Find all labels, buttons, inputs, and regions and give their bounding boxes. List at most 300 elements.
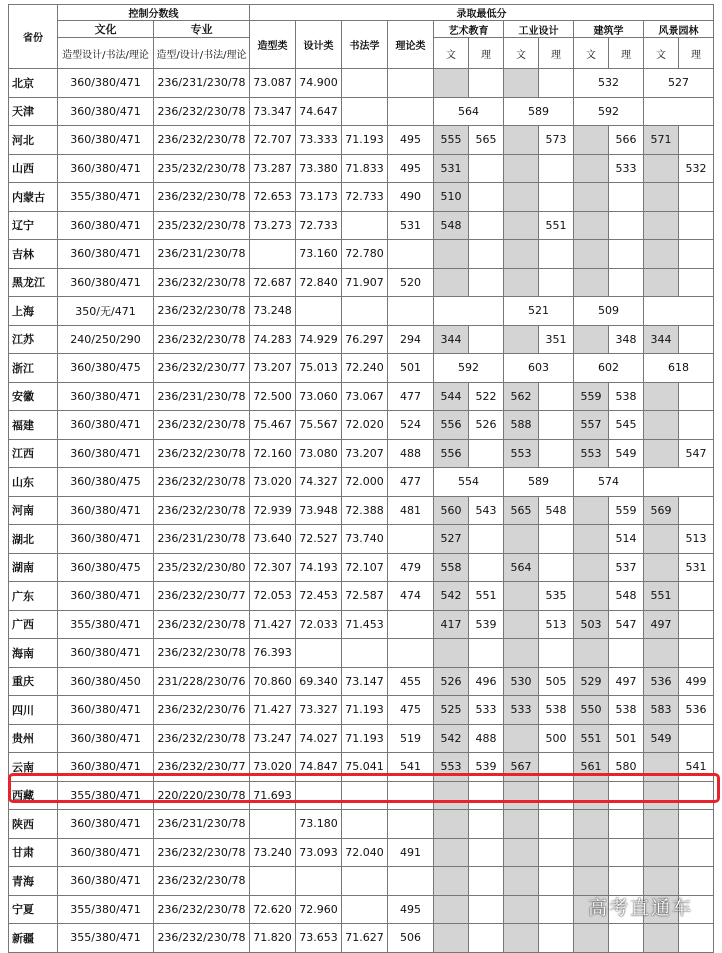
- lilun-cell: [388, 97, 434, 126]
- shufa-cell: 72.107: [342, 553, 388, 582]
- fengjing-li-cell: [679, 924, 714, 953]
- shufa-cell: 71.453: [342, 610, 388, 639]
- jianzhu-merged-cell: 532: [574, 69, 644, 98]
- province-cell: 河北: [9, 126, 58, 155]
- yishu-li-cell: 565: [469, 126, 504, 155]
- yishu-wen-cell: 556: [434, 439, 469, 468]
- gongye-wen-cell: [504, 867, 539, 896]
- yishu-li-cell: [469, 639, 504, 668]
- zaoxing-cell: 73.287: [250, 154, 296, 183]
- sheji-cell: 75.013: [296, 354, 342, 383]
- zaoxing-cell: 73.347: [250, 97, 296, 126]
- header-yishu-li: 理: [469, 38, 504, 69]
- lilun-cell: 474: [388, 582, 434, 611]
- gongye-li-cell: 513: [539, 610, 574, 639]
- lilun-cell: 495: [388, 895, 434, 924]
- shufa-cell: 72.000: [342, 468, 388, 497]
- header-zaoxing: 造型类: [250, 21, 296, 69]
- fengjing-li-cell: [679, 867, 714, 896]
- zaoxing-cell: 74.283: [250, 325, 296, 354]
- jianzhu-wen-cell: 561: [574, 753, 609, 782]
- gongye-li-cell: [539, 553, 574, 582]
- jianzhu-wen-cell: [574, 810, 609, 839]
- yishu-merged-cell: 564: [434, 97, 504, 126]
- wenhua-line-cell: 360/380/471: [58, 439, 154, 468]
- gongye-merged-cell: 589: [504, 468, 574, 497]
- sheji-cell: [296, 867, 342, 896]
- lilun-cell: 491: [388, 838, 434, 867]
- shufa-cell: 73.067: [342, 382, 388, 411]
- lilun-cell: 488: [388, 439, 434, 468]
- zaoxing-cell: 72.307: [250, 553, 296, 582]
- lilun-cell: [388, 610, 434, 639]
- yishu-wen-cell: 526: [434, 667, 469, 696]
- jianzhu-li-cell: 566: [609, 126, 644, 155]
- gongye-wen-cell: [504, 126, 539, 155]
- wenhua-line-cell: 355/380/471: [58, 895, 154, 924]
- jianzhu-li-cell: 547: [609, 610, 644, 639]
- table-row: [9, 696, 714, 725]
- wenhua-line-cell: 360/380/471: [58, 496, 154, 525]
- sheji-cell: 69.340: [296, 667, 342, 696]
- yishu-li-cell: 526: [469, 411, 504, 440]
- province-cell: 天津: [9, 97, 58, 126]
- sheji-cell: 74.847: [296, 753, 342, 782]
- fengjing-wen-cell: [644, 639, 679, 668]
- fengjing-wen-cell: 551: [644, 582, 679, 611]
- shufa-cell: [342, 810, 388, 839]
- zaoxing-cell: 71.693: [250, 781, 296, 810]
- zhuanye-line-cell: 236/232/230/78: [154, 639, 250, 668]
- gongye-wen-cell: 553: [504, 439, 539, 468]
- yishu-li-cell: [469, 924, 504, 953]
- province-cell: 广西: [9, 610, 58, 639]
- wenhua-line-cell: 360/380/471: [58, 639, 154, 668]
- gongye-li-cell: [539, 268, 574, 297]
- jianzhu-merged-cell: 509: [574, 297, 644, 326]
- fengjing-wen-cell: [644, 838, 679, 867]
- table-row: [9, 411, 714, 440]
- jianzhu-li-cell: [609, 838, 644, 867]
- zaoxing-cell: 73.240: [250, 838, 296, 867]
- fengjing-li-cell: 513: [679, 525, 714, 554]
- province-cell: 广东: [9, 582, 58, 611]
- table-row: [9, 183, 714, 212]
- wenhua-line-cell: 355/380/471: [58, 610, 154, 639]
- province-cell: 江苏: [9, 325, 58, 354]
- fengjing-wen-cell: [644, 439, 679, 468]
- fengjing-li-cell: [679, 639, 714, 668]
- fengjing-wen-cell: 536: [644, 667, 679, 696]
- yishu-wen-cell: 344: [434, 325, 469, 354]
- jianzhu-li-cell: [609, 211, 644, 240]
- jianzhu-li-cell: [609, 867, 644, 896]
- yishu-li-cell: [469, 439, 504, 468]
- yishu-wen-cell: 560: [434, 496, 469, 525]
- jianzhu-wen-cell: [574, 639, 609, 668]
- gongye-li-cell: [539, 183, 574, 212]
- zhuanye-line-cell: 236/232/230/78: [154, 268, 250, 297]
- yishu-li-cell: [469, 553, 504, 582]
- lilun-cell: 475: [388, 696, 434, 725]
- table-row: [9, 439, 714, 468]
- watermark: 高考直通车: [588, 897, 694, 919]
- gongye-li-cell: [539, 867, 574, 896]
- fengjing-li-cell: 536: [679, 696, 714, 725]
- fengjing-wen-cell: [644, 525, 679, 554]
- jianzhu-wen-cell: [574, 496, 609, 525]
- zhuanye-line-cell: 220/220/230/78: [154, 781, 250, 810]
- jianzhu-li-cell: [609, 639, 644, 668]
- gongye-wen-cell: 565: [504, 496, 539, 525]
- zaoxing-cell: 72.160: [250, 439, 296, 468]
- shufa-cell: [342, 69, 388, 98]
- zaoxing-cell: [250, 810, 296, 839]
- header-sheji: 设计类: [296, 21, 342, 69]
- wenhua-line-cell: 360/380/450: [58, 667, 154, 696]
- jianzhu-wen-cell: [574, 838, 609, 867]
- yishu-wen-cell: [434, 69, 469, 98]
- province-cell: 甘肃: [9, 838, 58, 867]
- yishu-li-cell: 496: [469, 667, 504, 696]
- shufa-cell: [342, 895, 388, 924]
- jianzhu-li-cell: 514: [609, 525, 644, 554]
- fengjing-li-cell: [679, 838, 714, 867]
- jianzhu-wen-cell: 503: [574, 610, 609, 639]
- fengjing-wen-cell: 497: [644, 610, 679, 639]
- wenhua-line-cell: 360/380/475: [58, 468, 154, 497]
- zhuanye-line-cell: 235/232/230/78: [154, 154, 250, 183]
- table-row: [9, 553, 714, 582]
- table-row: [9, 582, 714, 611]
- lilun-cell: 481: [388, 496, 434, 525]
- score-table-body: [9, 69, 714, 953]
- jianzhu-li-cell: [609, 183, 644, 212]
- shufa-cell: [342, 867, 388, 896]
- province-cell: 福建: [9, 411, 58, 440]
- gongye-wen-cell: 567: [504, 753, 539, 782]
- sheji-cell: 74.647: [296, 97, 342, 126]
- sheji-cell: 74.027: [296, 724, 342, 753]
- zaoxing-cell: 71.820: [250, 924, 296, 953]
- gongye-wen-cell: 530: [504, 667, 539, 696]
- sheji-cell: 73.060: [296, 382, 342, 411]
- province-cell: 新疆: [9, 924, 58, 953]
- yishu-wen-cell: 555: [434, 126, 469, 155]
- gongye-merged-cell: 603: [504, 354, 574, 383]
- jianzhu-wen-cell: [574, 924, 609, 953]
- header-wenhua-sub: 造型设计/书法/理论: [58, 38, 154, 69]
- province-cell: 重庆: [9, 667, 58, 696]
- gongye-wen-cell: [504, 924, 539, 953]
- zaoxing-cell: 72.687: [250, 268, 296, 297]
- zhuanye-line-cell: 236/232/230/78: [154, 496, 250, 525]
- jianzhu-li-cell: 548: [609, 582, 644, 611]
- table-row: [9, 667, 714, 696]
- shufa-cell: [342, 639, 388, 668]
- shufa-cell: 71.627: [342, 924, 388, 953]
- zhuanye-line-cell: 236/232/230/78: [154, 895, 250, 924]
- lilun-cell: [388, 639, 434, 668]
- gongye-wen-cell: [504, 268, 539, 297]
- yishu-li-cell: 533: [469, 696, 504, 725]
- shufa-cell: 72.733: [342, 183, 388, 212]
- jianzhu-wen-cell: 559: [574, 382, 609, 411]
- zhuanye-line-cell: 236/232/230/78: [154, 724, 250, 753]
- gongye-li-cell: 500: [539, 724, 574, 753]
- zaoxing-cell: 72.620: [250, 895, 296, 924]
- shufa-cell: 72.587: [342, 582, 388, 611]
- fengjing-li-cell: 547: [679, 439, 714, 468]
- wenhua-line-cell: 360/380/471: [58, 724, 154, 753]
- shufa-cell: 73.740: [342, 525, 388, 554]
- jianzhu-li-cell: 497: [609, 667, 644, 696]
- jianzhu-wen-cell: [574, 867, 609, 896]
- header-yishu: 艺术教育: [434, 21, 504, 38]
- zhuanye-line-cell: 235/232/230/78: [154, 211, 250, 240]
- gongye-li-cell: 538: [539, 696, 574, 725]
- wenhua-line-cell: 355/380/471: [58, 781, 154, 810]
- gongye-wen-cell: [504, 183, 539, 212]
- wenhua-line-cell: 360/380/471: [58, 867, 154, 896]
- gongye-li-cell: [539, 439, 574, 468]
- zhuanye-line-cell: 236/232/230/77: [154, 354, 250, 383]
- yishu-wen-cell: 542: [434, 724, 469, 753]
- sheji-cell: 75.567: [296, 411, 342, 440]
- jianzhu-wen-cell: [574, 325, 609, 354]
- yishu-li-cell: [469, 240, 504, 269]
- jianzhu-li-cell: 538: [609, 696, 644, 725]
- fengjing-li-cell: 531: [679, 553, 714, 582]
- jianzhu-wen-cell: [574, 126, 609, 155]
- yishu-wen-cell: 510: [434, 183, 469, 212]
- zaoxing-cell: 73.207: [250, 354, 296, 383]
- header-fengjing-li: 理: [679, 38, 714, 69]
- gongye-wen-cell: [504, 810, 539, 839]
- jianzhu-li-cell: [609, 268, 644, 297]
- header-shufa: 书法学: [342, 21, 388, 69]
- yishu-wen-cell: 548: [434, 211, 469, 240]
- wenhua-line-cell: 360/380/471: [58, 696, 154, 725]
- yishu-wen-cell: [434, 924, 469, 953]
- fengjing-wen-cell: [644, 810, 679, 839]
- fengjing-wen-cell: [644, 867, 679, 896]
- zaoxing-cell: 71.427: [250, 610, 296, 639]
- zaoxing-cell: 72.939: [250, 496, 296, 525]
- fengjing-li-cell: [679, 126, 714, 155]
- yishu-wen-cell: 527: [434, 525, 469, 554]
- yishu-li-cell: [469, 838, 504, 867]
- zaoxing-cell: 72.500: [250, 382, 296, 411]
- shufa-cell: [342, 211, 388, 240]
- jianzhu-wen-cell: 529: [574, 667, 609, 696]
- yishu-li-cell: 539: [469, 610, 504, 639]
- zaoxing-cell: [250, 867, 296, 896]
- sheji-cell: 73.093: [296, 838, 342, 867]
- fengjing-merged-cell: [644, 468, 714, 497]
- lilun-cell: 490: [388, 183, 434, 212]
- zhuanye-line-cell: 236/231/230/78: [154, 810, 250, 839]
- header-lilun: 理论类: [388, 21, 434, 69]
- lilun-cell: 495: [388, 126, 434, 155]
- yishu-wen-cell: 542: [434, 582, 469, 611]
- lilun-cell: 524: [388, 411, 434, 440]
- yishu-merged-cell: [434, 297, 504, 326]
- zaoxing-cell: 70.860: [250, 667, 296, 696]
- zhuanye-line-cell: 236/232/230/78: [154, 183, 250, 212]
- jianzhu-li-cell: [609, 240, 644, 269]
- lilun-cell: 479: [388, 553, 434, 582]
- table-row: [9, 297, 714, 326]
- province-cell: 吉林: [9, 240, 58, 269]
- province-cell: 湖北: [9, 525, 58, 554]
- yishu-li-cell: 488: [469, 724, 504, 753]
- province-cell: 青海: [9, 867, 58, 896]
- province-cell: 陕西: [9, 810, 58, 839]
- header-zhuanye-sub: 造型/设计/书法/理论: [154, 38, 250, 69]
- header-fengjing: 风景园林: [644, 21, 714, 38]
- wenhua-line-cell: 360/380/471: [58, 268, 154, 297]
- jianzhu-merged-cell: 574: [574, 468, 644, 497]
- zhuanye-line-cell: 236/231/230/78: [154, 382, 250, 411]
- yishu-li-cell: [469, 69, 504, 98]
- zaoxing-cell: 73.640: [250, 525, 296, 554]
- zaoxing-cell: [250, 240, 296, 269]
- wenhua-line-cell: 240/250/290: [58, 325, 154, 354]
- shufa-cell: 72.780: [342, 240, 388, 269]
- fengjing-li-cell: [679, 411, 714, 440]
- zaoxing-cell: 72.053: [250, 582, 296, 611]
- province-cell: 四川: [9, 696, 58, 725]
- gongye-li-cell: [539, 924, 574, 953]
- table-row: [9, 97, 714, 126]
- yishu-li-cell: [469, 183, 504, 212]
- yishu-wen-cell: 525: [434, 696, 469, 725]
- lilun-cell: 455: [388, 667, 434, 696]
- shufa-cell: 75.041: [342, 753, 388, 782]
- yishu-li-cell: [469, 268, 504, 297]
- sheji-cell: [296, 297, 342, 326]
- zhuanye-line-cell: 236/232/230/76: [154, 696, 250, 725]
- table-row: [9, 468, 714, 497]
- province-cell: 山西: [9, 154, 58, 183]
- gongye-wen-cell: [504, 240, 539, 269]
- header-fengjing-wen: 文: [644, 38, 679, 69]
- gongye-wen-cell: [504, 582, 539, 611]
- wenhua-line-cell: 360/380/471: [58, 582, 154, 611]
- fengjing-wen-cell: 583: [644, 696, 679, 725]
- gongye-wen-cell: 562: [504, 382, 539, 411]
- yishu-wen-cell: 531: [434, 154, 469, 183]
- wenhua-line-cell: 360/380/471: [58, 382, 154, 411]
- sheji-cell: 73.653: [296, 924, 342, 953]
- zhuanye-line-cell: 236/232/230/78: [154, 126, 250, 155]
- sheji-cell: 73.327: [296, 696, 342, 725]
- lilun-cell: 294: [388, 325, 434, 354]
- zhuanye-line-cell: 236/232/230/78: [154, 439, 250, 468]
- jianzhu-wen-cell: 550: [574, 696, 609, 725]
- lilun-cell: [388, 69, 434, 98]
- gongye-wen-cell: 564: [504, 553, 539, 582]
- yishu-wen-cell: 558: [434, 553, 469, 582]
- jianzhu-li-cell: [609, 924, 644, 953]
- yishu-wen-cell: 553: [434, 753, 469, 782]
- sheji-cell: 72.527: [296, 525, 342, 554]
- zhuanye-line-cell: 236/231/230/78: [154, 240, 250, 269]
- wenhua-line-cell: 350/无/471: [58, 297, 154, 326]
- zhuanye-line-cell: 235/232/230/80: [154, 553, 250, 582]
- jianzhu-wen-cell: 551: [574, 724, 609, 753]
- province-cell: 云南: [9, 753, 58, 782]
- lilun-cell: [388, 867, 434, 896]
- wenhua-line-cell: 360/380/471: [58, 838, 154, 867]
- table-row: [9, 838, 714, 867]
- gongye-merged-cell: 521: [504, 297, 574, 326]
- fengjing-wen-cell: 571: [644, 126, 679, 155]
- yishu-wen-cell: [434, 810, 469, 839]
- fengjing-wen-cell: [644, 924, 679, 953]
- yishu-wen-cell: 544: [434, 382, 469, 411]
- gongye-wen-cell: [504, 525, 539, 554]
- yishu-li-cell: [469, 810, 504, 839]
- province-cell: 安徽: [9, 382, 58, 411]
- zhuanye-line-cell: 236/232/230/78: [154, 325, 250, 354]
- zaoxing-cell: 75.467: [250, 411, 296, 440]
- province-cell: 内蒙古: [9, 183, 58, 212]
- table-row: [9, 268, 714, 297]
- province-cell: 黑龙江: [9, 268, 58, 297]
- fengjing-wen-cell: [644, 553, 679, 582]
- shufa-cell: 72.388: [342, 496, 388, 525]
- shufa-cell: 72.240: [342, 354, 388, 383]
- gongye-li-cell: [539, 411, 574, 440]
- yishu-li-cell: 539: [469, 753, 504, 782]
- yishu-wen-cell: [434, 867, 469, 896]
- shufa-cell: [342, 297, 388, 326]
- fengjing-li-cell: [679, 810, 714, 839]
- yishu-wen-cell: [434, 240, 469, 269]
- fengjing-li-cell: [679, 610, 714, 639]
- gongye-wen-cell: [504, 610, 539, 639]
- gongye-wen-cell: [504, 639, 539, 668]
- header-gongye-wen: 文: [504, 38, 539, 69]
- table-row: [9, 924, 714, 953]
- yishu-li-cell: 551: [469, 582, 504, 611]
- jianzhu-li-cell: 580: [609, 753, 644, 782]
- score-table-container: [8, 4, 714, 953]
- jianzhu-li-cell: 538: [609, 382, 644, 411]
- yishu-li-cell: [469, 211, 504, 240]
- yishu-wen-cell: [434, 639, 469, 668]
- table-row: [9, 126, 714, 155]
- jianzhu-li-cell: 549: [609, 439, 644, 468]
- jianzhu-wen-cell: [574, 183, 609, 212]
- sheji-cell: 73.173: [296, 183, 342, 212]
- sheji-cell: 73.333: [296, 126, 342, 155]
- table-row: [9, 525, 714, 554]
- table-row: [9, 325, 714, 354]
- table-row: [9, 867, 714, 896]
- shufa-cell: 73.207: [342, 439, 388, 468]
- gongye-li-cell: 351: [539, 325, 574, 354]
- table-row: [9, 240, 714, 269]
- province-cell: 江西: [9, 439, 58, 468]
- zhuanye-line-cell: 236/232/230/78: [154, 411, 250, 440]
- jianzhu-wen-cell: 557: [574, 411, 609, 440]
- gongye-li-cell: 551: [539, 211, 574, 240]
- yishu-wen-cell: [434, 838, 469, 867]
- shufa-cell: 73.147: [342, 667, 388, 696]
